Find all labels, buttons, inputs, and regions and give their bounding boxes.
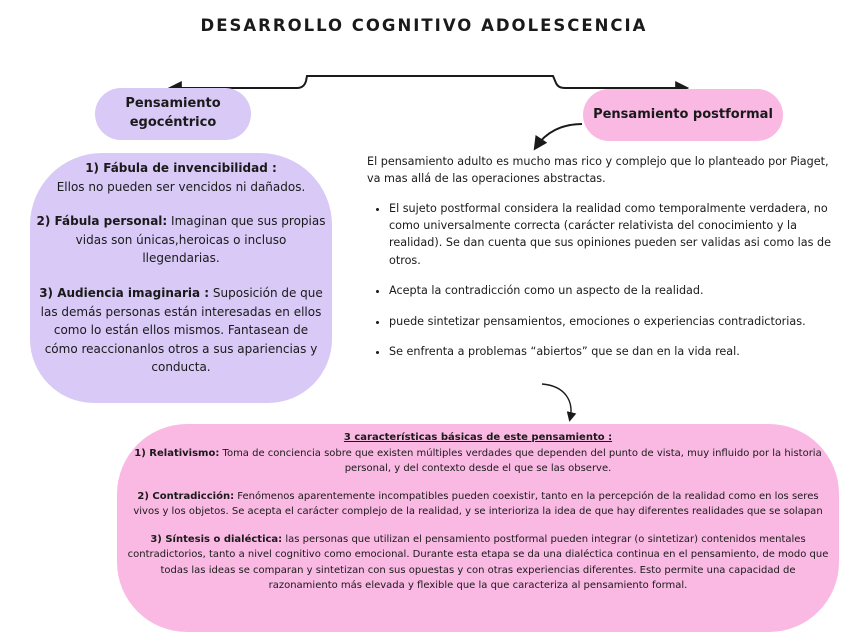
egocentric-item-heading: 2) Fábula personal: xyxy=(36,214,168,229)
characteristic-item xyxy=(125,446,831,477)
egocentric-item xyxy=(36,159,326,196)
egocentric-item xyxy=(36,212,326,268)
egocentric-item-text: Imaginan que sus propias vidas son únicas,heroicas o incluso llegendarias. xyxy=(75,214,326,266)
characteristics-box xyxy=(117,424,839,632)
egocentric-item xyxy=(36,284,326,377)
postformal-bullet: • Acepta la contradicción como un aspecto de la realidad. xyxy=(389,282,837,299)
curved-arrow-postformal xyxy=(536,124,582,147)
egocentric-item-heading: 1) Fábula de invencibilidad : xyxy=(85,161,277,175)
postformal-intro: El pensamiento adulto es mucho mas rico y complejo que lo planteado por Piaget, va mas allá de las operaciones abstractas. xyxy=(367,155,829,186)
characteristic-item xyxy=(125,532,831,594)
postformal-bullet: • Se enfrenta a problemas “abiertos” que se dan en la vida real. xyxy=(389,343,837,360)
characteristic-text: las personas que utilizan el pensamiento postformal pueden integrar (o sintetizar) contenidos mentales contradictorios, tanto a nivel cognitivo como emocional. Durante esta etapa se da una dialéctica continua en el pensamiento, de modo que todas las ideas se comparan y sintetizan con sus opuestas y con otras experiencias diferentes. Esto permite una capacidad de razonamiento más elevada y flexible que la que caracteriza al pensamiento formal. xyxy=(127,533,829,591)
postformal-bullet-list xyxy=(367,200,837,361)
egocentric-box xyxy=(30,153,332,403)
egocentric-thinking-label xyxy=(95,88,251,140)
characteristic-text: Fenómenos aparentemente incompatibles pueden coexistir, tanto en la percepción de la realidad como en los seres vivos y los objetos. Se acepta el carácter complejo de la realidad, y se interioriza la idea de que hay diferentes realidades que se solapan xyxy=(133,490,823,517)
postformal-bullet: • puede sintetizar pensamientos, emociones o experiencias contradictorias. xyxy=(389,313,837,330)
egocentric-item-heading: 3) Audiencia imaginaria : xyxy=(39,285,210,300)
postformal-description xyxy=(367,153,837,373)
egocentric-item-text: Suposición de que las demás personas están interesadas en ellos como lo están ellos mismos. Fantasean de cómo reaccionanlos otros a sus apariencias y conducta. xyxy=(40,285,323,375)
postformal-label-text: Pensamiento postformal xyxy=(593,106,773,122)
egocentric-label-text: Pensamiento egocéntrico xyxy=(125,96,221,130)
egocentric-item-text: Ellos no pueden ser vencidos ni dañados. xyxy=(56,179,306,194)
postformal-bullet: • El sujeto postformal considera la realidad como temporalmente verdadera, no como universalmente correcta (carácter relativista del conocimiento y la realidad). Se dan cuenta que sus opiniones pueden ser validas asi como las de otros. xyxy=(389,200,837,269)
postformal-thinking-label xyxy=(583,89,783,141)
characteristic-label: 2) Contradicción: xyxy=(137,490,235,502)
curved-arrow-characteristics xyxy=(542,384,571,419)
characteristic-label: 1) Relativismo: xyxy=(134,447,220,459)
diagram-title: DESARROLLO COGNITIVO ADOLESCENCIA xyxy=(200,16,648,35)
characteristic-item xyxy=(125,489,831,520)
characteristic-text: Toma de conciencia sobre que existen múltiples verdades que dependen del punto de vista, muy influido por la historia personal, y del contexto desde el que se las observe. xyxy=(219,447,822,474)
brace-connector xyxy=(172,76,685,88)
characteristics-heading: 3 características básicas de este pensamiento : xyxy=(343,432,613,443)
characteristic-label: 3) Síntesis o dialéctica: xyxy=(150,533,283,545)
